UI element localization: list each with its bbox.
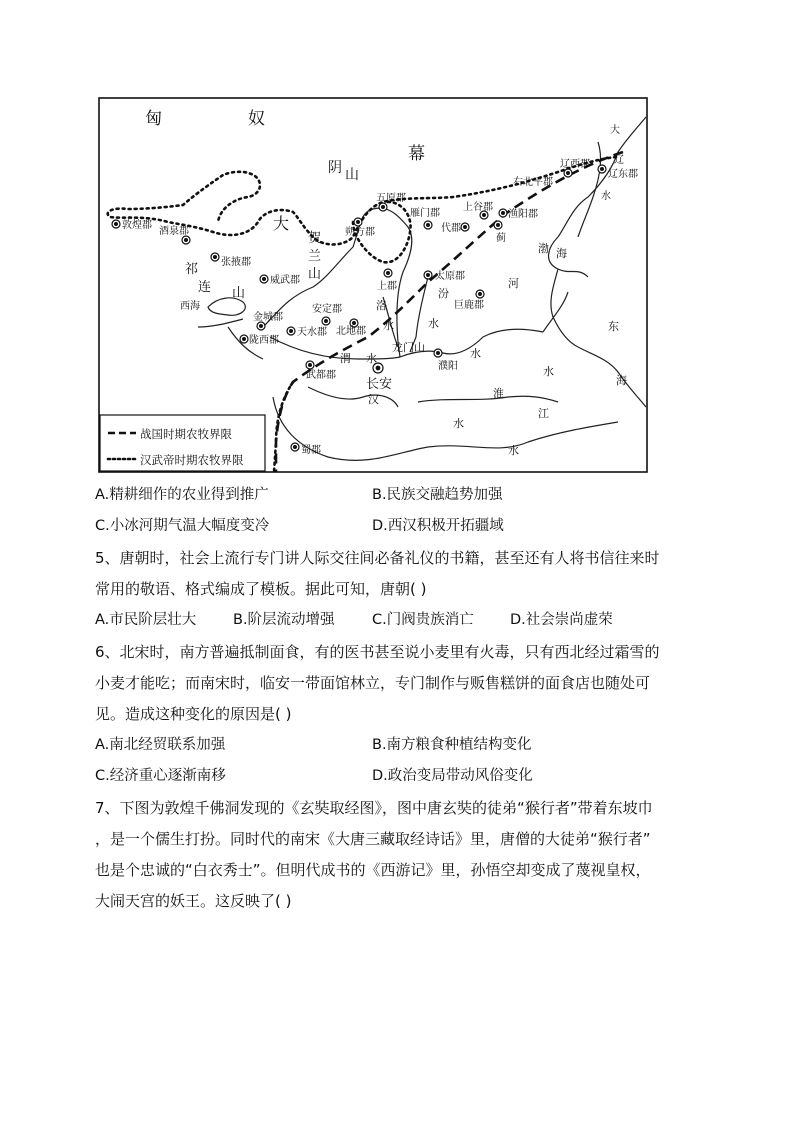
q4-option-a[interactable]: A.精耕细作的农业得到推广	[95, 487, 269, 503]
label-luo: 洛	[376, 299, 387, 312]
label-qilian-2: 连	[198, 280, 212, 295]
label-mu: 幕	[408, 144, 425, 164]
label-dai: 代郡	[441, 223, 461, 234]
label-bohai-2: 海	[556, 247, 567, 260]
label-shanggu: 上谷郡	[463, 202, 493, 213]
label-helan-3: 山	[308, 267, 322, 282]
label-yanmen: 雁门郡	[410, 208, 440, 219]
q6-option-a[interactable]: A.南北经贸联系加强	[95, 737, 226, 753]
label-fen-water: 水	[428, 317, 439, 330]
q6-option-b[interactable]: B.南方粮食种植结构变化	[372, 737, 532, 753]
label-liaoxi: 辽西郡	[560, 159, 590, 170]
q5-option-a[interactable]: A.市民阶层壮大	[95, 612, 197, 628]
label-liaodong: 辽东郡	[608, 169, 638, 180]
label-wudu: 武都郡	[306, 370, 336, 381]
label-jiuquan: 酒泉郡	[159, 226, 189, 237]
label-wuyuan: 五原郡	[376, 193, 406, 204]
label-youbeiping: 右北平郡	[513, 177, 553, 188]
label-liao-2: 辽	[614, 155, 624, 166]
label-jiang-east-water: 水	[543, 365, 554, 378]
q6-stem-line-3: 见。造成这种变化的原因是( )	[95, 705, 292, 723]
label-liao-1: 大	[610, 125, 620, 136]
map-legend	[100, 415, 265, 471]
label-qilian-3: 山	[232, 286, 246, 301]
q7-stem-line-1: 7、下图为敦煌千佛洞发现的《玄奘取经图》，图中唐玄奘的徒弟“猴行者”带着东坡巾	[95, 799, 653, 817]
label-taiyuan: 太原郡	[435, 271, 465, 282]
q7-stem-line-4: 大闹天宫的妖王。这反映了( )	[95, 892, 292, 910]
label-qilian-1: 祁	[185, 262, 199, 277]
q6-option-c[interactable]: C.经济重心逐渐南移	[95, 768, 226, 784]
label-beidi: 北地郡	[336, 326, 366, 337]
label-dunhuang: 敦煌郡	[122, 220, 152, 231]
label-han: 汉	[368, 393, 379, 406]
han-frontier-map	[98, 97, 648, 473]
label-jincheng: 金城郡	[253, 312, 283, 323]
label-changan: 长安	[366, 377, 393, 392]
map-svg	[98, 97, 648, 473]
q5-option-d[interactable]: D.社会崇尚虚荣	[510, 612, 613, 628]
label-helan-2: 兰	[308, 249, 322, 264]
q7-stem-line-2: ，是一个儒生打扮。同时代的南宋《大唐三藏取经诗话》里，唐僧的大徒弟“猴行者”	[95, 830, 651, 848]
label-yuyang: 渔阳郡	[508, 209, 538, 220]
legend-warring-states: 战国时期农牧界限	[140, 427, 232, 441]
label-dong: 东	[608, 320, 619, 333]
q5-option-b[interactable]: B.阶层流动增强	[233, 612, 335, 628]
q6-stem-line-1: 6、北宋时，南方普遍抵制面食，有的医书甚至说小麦里有火毒，只有西北经过霜雪的	[95, 643, 660, 661]
q4-option-c[interactable]: C.小冰河期气温大幅度变冷	[95, 518, 270, 534]
q5-stem-line-1: 5、唐朝时，社会上流行专门讲人际交往间必备礼仪的书籍，甚至还有人将书信往来时	[95, 549, 660, 567]
label-shu: 蜀郡	[301, 445, 321, 456]
label-huai: 淮	[493, 387, 504, 400]
label-bohai-1: 渤	[538, 242, 549, 255]
label-xihai: 西海	[180, 301, 200, 312]
q6-option-d[interactable]: D.政治变局带动风俗变化	[372, 768, 533, 784]
label-julu: 巨鹿郡	[454, 300, 484, 311]
label-shangjun: 上郡	[377, 281, 397, 292]
label-anding: 安定郡	[312, 304, 342, 315]
label-puyang: 濮阳	[438, 361, 458, 372]
label-luo-water: 水	[383, 319, 394, 332]
q4-option-d[interactable]: D.西汉积极开拓疆域	[372, 518, 504, 534]
label-jiang: 江	[538, 407, 549, 420]
label-fen: 汾	[438, 287, 449, 300]
label-jiang-water: 水	[508, 444, 519, 457]
label-helan-1: 贺	[308, 231, 322, 246]
label-tianshui: 天水郡	[297, 327, 327, 338]
q7-stem-line-3: 也是个忠诚的“白衣秀士”。但明代成书的《西游记》里，孙悟空却变成了蔑视皇权，	[95, 861, 651, 879]
label-liao-3: 水	[601, 191, 611, 202]
label-wei-water: 水	[366, 352, 377, 365]
q5-option-c[interactable]: C.门阀贵族消亡	[372, 612, 474, 628]
legend-han-wudi: 汉武帝时期农牧界限	[140, 453, 244, 467]
label-zhangye: 张掖郡	[221, 257, 251, 268]
label-longmen: 龙门山	[392, 341, 425, 354]
label-hai: 海	[616, 374, 627, 387]
label-wei: 渭	[340, 352, 351, 365]
label-he-1: 河	[508, 277, 519, 290]
label-he-2: 水	[470, 347, 481, 360]
label-yinshan-1: 阴	[328, 160, 342, 176]
label-longxi: 陇西郡	[249, 335, 279, 346]
q6-stem-line-2: 小麦才能吃；而南宋时，临安一带面馆林立，专门制作与贩售糕饼的面食店也随处可	[95, 674, 651, 692]
label-han-water: 水	[453, 417, 464, 430]
q5-stem-line-2: 常用的敬语、格式编成了模板。据此可知，唐朝( )	[95, 580, 427, 598]
q4-option-b[interactable]: B.民族交融趋势加强	[372, 487, 503, 503]
label-da: 大	[273, 214, 290, 233]
label-wuwei: 威武郡	[270, 275, 300, 286]
label-ji: 蓟	[496, 233, 506, 244]
label-shuofang: 朔方郡	[345, 227, 375, 238]
label-xiongnu-1: 匈	[145, 109, 162, 129]
label-yinshan-2: 山	[345, 167, 359, 183]
label-xiongnu-2: 奴	[248, 109, 265, 129]
